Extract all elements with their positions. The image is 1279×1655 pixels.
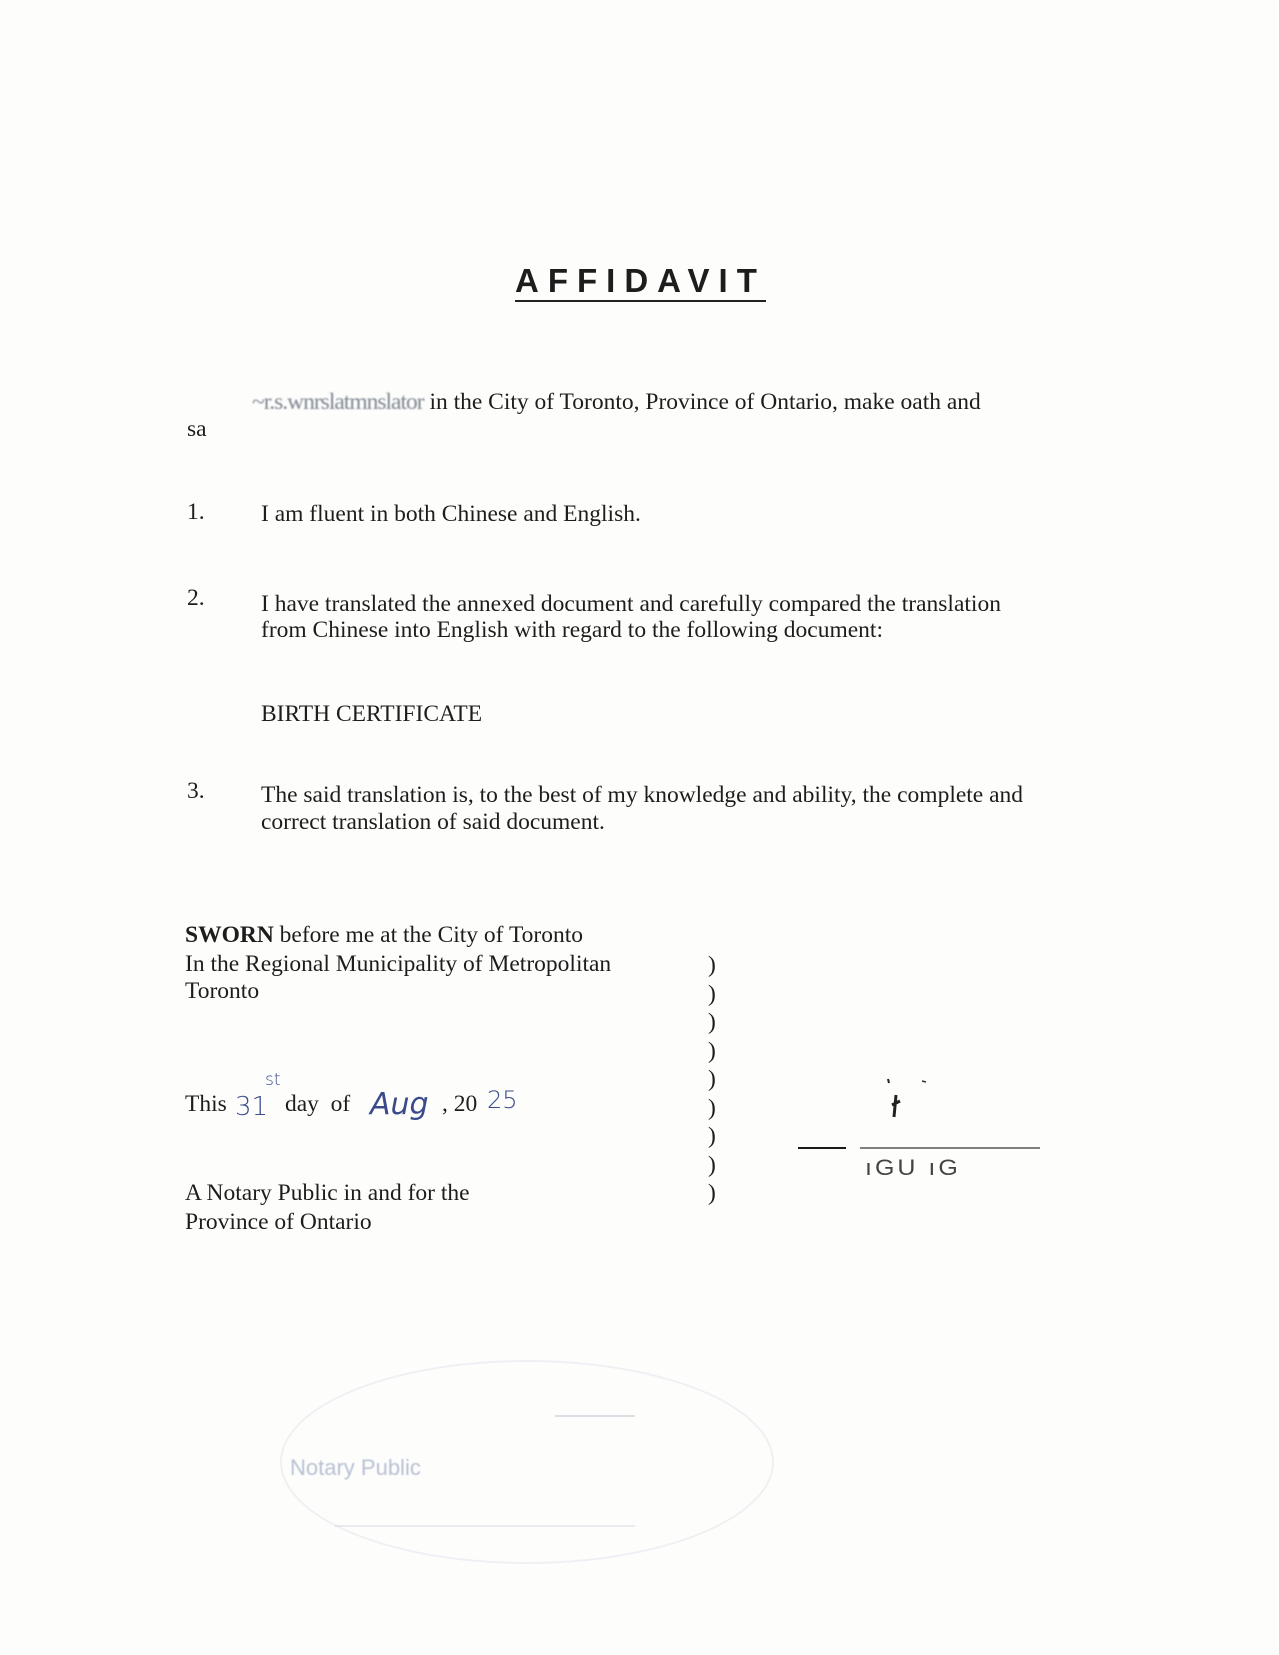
item-3-text-line-2: correct translation of said document. [261,809,605,835]
sworn-rest: before me at the City of Toronto [273,922,584,948]
stamp-rule-bottom [335,1525,635,1527]
jurat-line-2: In the Regional Municipality of Metropolitan [185,951,612,977]
parenthesis: ) [708,980,716,1007]
sworn-line [185,921,583,949]
item-2-text-line-1: I have translated the annexed document and carefully compared the translation [261,591,1001,617]
intro-line [252,388,981,416]
parenthesis: ) [708,1151,716,1178]
parenthesis: ) [708,952,716,978]
intro-line-2: sa [187,416,207,442]
jurat-line-3: Toronto [185,978,260,1004]
item-1-text: I am fluent in both Chinese and English. [261,501,641,527]
handwritten-year: 25 [487,1086,518,1114]
item-3-number: 3. [187,778,205,804]
stamp-rule-top [555,1415,635,1417]
handwritten-day: 31 [235,1092,269,1122]
document-title: AFFIDAVIT [515,262,766,302]
notary-line-1: A Notary Public in and for the [185,1180,470,1206]
item-1-number: 1. [187,499,205,525]
signature-line [860,1147,1040,1149]
parenthesis: ) [708,1009,716,1035]
parenthesis-column [708,951,728,1208]
item-2-text-line-2: from Chinese into English with regard to the following document: [261,617,883,643]
signature-mark [870,1075,930,1125]
parenthesis: ) [708,1094,716,1121]
redacted-name: ~r.s.wnrslatmnslator [252,389,424,415]
parenthesis: ) [708,1066,716,1092]
notary-line-2: Province of Ontario [185,1209,372,1235]
item-2-number: 2. [187,585,205,611]
this-word: This [185,1091,227,1117]
notary-stamp-text: Notary Public [290,1455,421,1480]
year-prefix: , 20 [442,1091,478,1117]
sworn-word: SWORN [185,922,274,948]
handwritten-month: Aug [370,1087,429,1122]
parenthesis: ) [708,1037,716,1064]
signature-caption: ıGU ıG [865,1155,961,1181]
intro-line-rest: in the City of Toronto, Province of Ontario, make oath and [423,389,981,415]
day-of-text: day of [285,1091,351,1117]
signature-line-left [798,1147,846,1149]
parenthesis: ) [708,1180,716,1206]
parenthesis: ) [708,1123,716,1149]
handwritten-day-suffix: st [265,1070,281,1090]
document-name: BIRTH CERTIFICATE [261,701,483,727]
item-3-text-line-1: The said translation is, to the best of my knowledge and ability, the complete and [261,782,1024,808]
